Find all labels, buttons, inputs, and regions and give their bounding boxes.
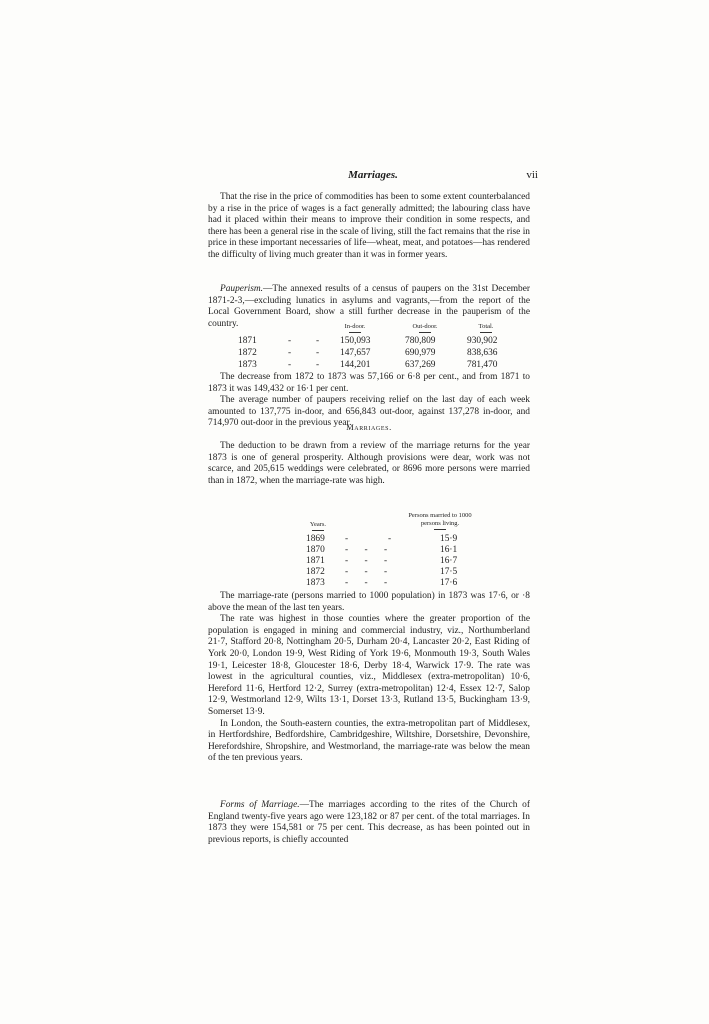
pauperism-decrease-paragraph: The decrease from 1872 to 1873 was 57,166 or 6·8 per cent., and from 1871 to 1873 it was 149,432 or 16·1 per cent.: [208, 372, 530, 394]
row-year: 1873: [306, 578, 325, 588]
row-rate: 15·9: [440, 534, 458, 544]
row-rate: 17·5: [440, 567, 458, 577]
marriages-intro-paragraph: The deduction to be drawn from a review of the marriage returns for the year 1873 is one of general prosperity. Although provisions were dear, work was not scarce, and 205,615 weddings were celebrated, or 8696 more persons were married than in 1872, when the marriage-rate was high.: [208, 441, 530, 486]
column-header-rate-line1: Persons married to 1000: [408, 512, 472, 519]
marriage-highest-paragraph: The rate was highest in those counties where the greater proportion of the population is engaged in mining and commercial industry, viz., Northumberland 21·7, Stafford 20·8, Nottingham 20·5, Durham 20·4, Lancaster 20·2, East Riding of York 20·0, London 19·9, West Riding of York 19·6, Monmouth 19·3, South Wales 19·1, Leicester 18·8, Gloucester 18·6, Derby 18·4, Warwick 17·9. The rate was lowest in the agricultural counties, viz., Middlesex (extra-metropolitan) 10·6, Hereford 11·6, Hertford 12·2, Surrey (extra-metropolitan) 12·4, Essex 12·7, Salop 12·9, Westmorland 12·9, Wilts 13·1, Dorset 13·3, Rutland 13·5, Buckingham 13·9, Somerset 13·9.: [208, 614, 530, 717]
row-in-door: 147,657: [340, 348, 371, 358]
pauperism-heading: Pauperism.: [220, 284, 263, 294]
row-year: 1872: [238, 348, 257, 358]
row-dash: -: [288, 360, 292, 370]
row-out-door: 780,809: [405, 336, 436, 346]
page-number: vii: [526, 169, 538, 181]
row-in-door: 150,093: [340, 336, 371, 346]
column-header-rule: [312, 530, 324, 531]
column-header-in-door: [330, 323, 380, 333]
column-header-rule: [434, 529, 446, 530]
row-year: 1869: [306, 534, 325, 544]
pauperism-table-row: [0, 348, 709, 360]
row-out-door: 637,269: [405, 360, 436, 370]
column-header-years: [300, 521, 336, 531]
row-total: 838,636: [467, 348, 498, 358]
row-dash: -: [288, 348, 292, 358]
column-header-out-door: [400, 323, 450, 333]
column-header-rule: [419, 332, 431, 333]
row-rate: 16·7: [440, 556, 458, 566]
row-dash: -: [288, 336, 292, 346]
intro-paragraph-block: [208, 192, 530, 262]
row-year: 1872: [306, 567, 325, 577]
row-dashes: - - -: [345, 556, 388, 566]
row-rate: 16·1: [440, 545, 458, 555]
row-rate: 17·6: [440, 578, 458, 588]
row-out-door: 690,979: [405, 348, 436, 358]
column-header-in-door-label: In-door.: [344, 323, 366, 330]
pauperism-table-row: [0, 360, 709, 372]
forms-of-marriage-block: [208, 800, 530, 846]
marriage-table-row: [0, 578, 709, 590]
forms-of-marriage-heading: Forms of Marriage.: [220, 800, 300, 810]
section-title-marriages: Marriages.: [346, 423, 392, 432]
row-in-door: 144,201: [340, 360, 371, 370]
column-header-years-label: Years.: [309, 521, 327, 528]
pauperism-summary-block: [208, 372, 530, 430]
pauperism-table-row: [0, 336, 709, 348]
row-dash: -: [316, 348, 320, 358]
forms-of-marriage-text: —The marriages according to the rites of the Church of England twenty-five years ago were 123,182 or 87 per cent. of the total marriages. In 1873 they were 154,581 or 75 per cent. This decrease, as has been pointed out in previous reports, is chiefly accounted: [208, 800, 530, 845]
row-dashes: - -: [345, 534, 392, 544]
row-dash: -: [316, 336, 320, 346]
row-year: 1871: [238, 336, 257, 346]
column-header-out-door-label: Out-door.: [412, 323, 438, 330]
row-dashes: - - -: [345, 567, 388, 577]
row-dash: -: [316, 360, 320, 370]
pauperism-average-paragraph: The average number of paupers receiving relief on the last day of each week amounted to 137,775 in-door, and 656,843 out-door, against 137,278 in-door, and 714,970 out-door in the previous year.: [208, 395, 530, 429]
row-year: 1873: [238, 360, 257, 370]
row-dashes: - - -: [345, 578, 388, 588]
row-year: 1870: [306, 545, 325, 555]
forms-of-marriage-paragraph: [208, 800, 530, 846]
running-title: Marriages.: [348, 169, 398, 181]
column-header-rate-line2: persons living.: [420, 520, 460, 527]
intro-paragraph: That the rise in the price of commodities has been to some extent counterbalanced by a rise in the price of wages is a fact generally admitted; the labouring class have had it placed within their means to improve their condition in some respects, and there has been a general rise in the scale of living, still the fact remains that the rise in price in these important necessaries of life—wheat, meat, and potatoes—has rendered the difficulty of living much greater than it was in former years.: [208, 192, 530, 260]
marriages-intro-block: [208, 441, 530, 487]
column-header-total: [463, 323, 509, 333]
column-header-rule: [480, 332, 492, 333]
marriage-london-paragraph: In London, the South-eastern counties, the extra-metropolitan part of Middlesex, in Hertfordshire, Bedfordshire, Cambridgeshire, Wiltshire, Dorsetshire, Devonshire, Herefordshire, Shropshire, and Westmorland, the marriage-rate was below the mean of the ten previous years.: [208, 718, 530, 764]
marriages-body-block: [208, 591, 530, 765]
row-dashes: - - -: [345, 545, 388, 555]
column-header-rule: [349, 332, 361, 333]
pauperism-text: —The annexed results of a census of paupers on the 31st December 1871-2-3,—excluding lunatics in asylums and vagrants,—from the report of the Local Government Board, show a still further decrease in the pauperism of the country.: [208, 284, 530, 329]
column-header-rate: [385, 512, 495, 530]
row-total: 930,902: [467, 336, 498, 346]
row-year: 1871: [306, 556, 325, 566]
marriage-rate-paragraph: The marriage-rate (persons married to 1000 population) in 1873 was 17·6, or ·8 above the mean of the last ten years.: [208, 591, 530, 613]
row-total: 781,470: [467, 360, 498, 370]
column-header-total-label: Total.: [478, 323, 494, 330]
